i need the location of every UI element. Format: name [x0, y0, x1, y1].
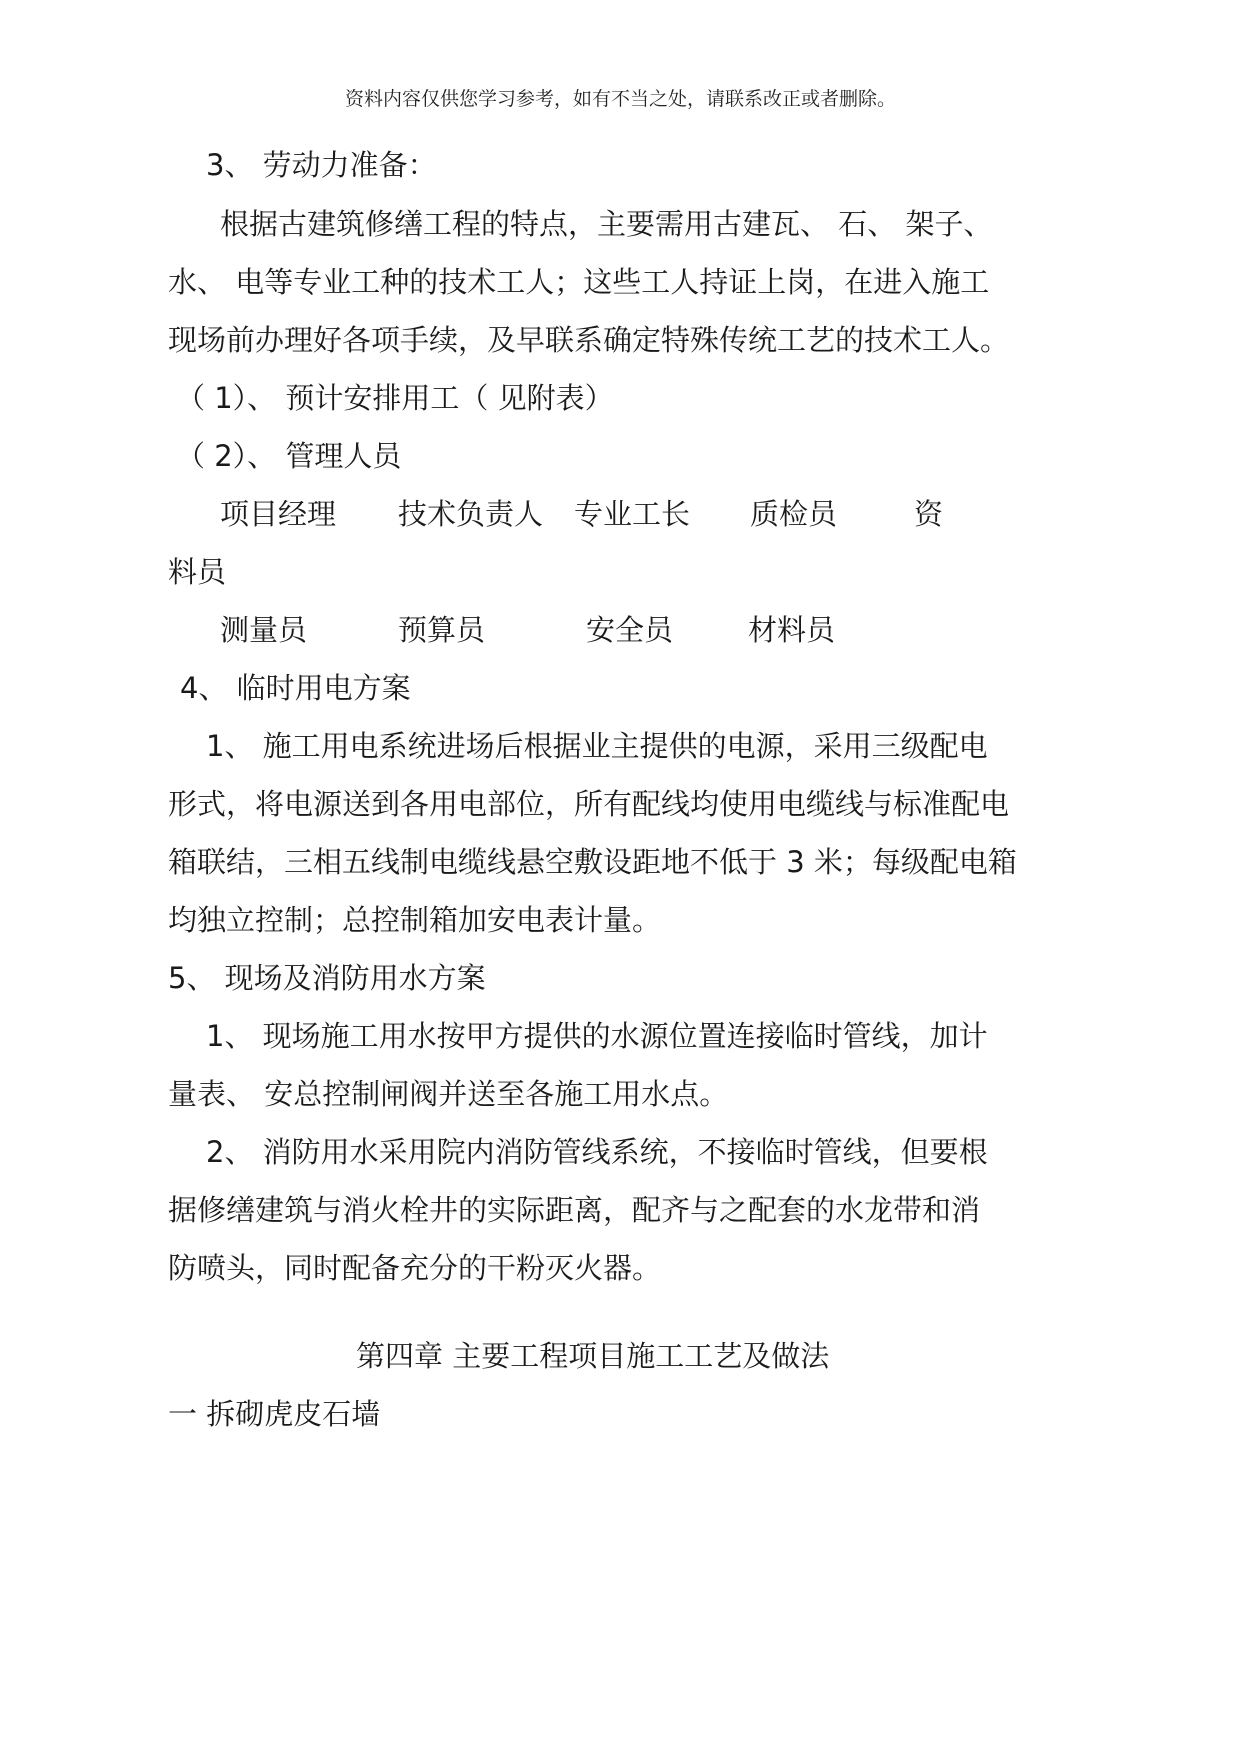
staff-title: 安全员	[586, 613, 674, 647]
paragraph-line: 现场前办理好各项手续，及早联系确定特殊传统工艺的技术工人。	[168, 323, 1010, 357]
section-3-heading: 3、 劳动力准备：	[206, 148, 437, 182]
paragraph-line: 水、 电等专业工种的技术工人；这些工人持证上岗，在进入施工	[168, 265, 990, 299]
paragraph-line: 量表、 安总控制闸阀并送至各施工用水点。	[168, 1077, 729, 1111]
staff-title: 技术负责人	[398, 497, 544, 531]
staff-title: 质检员	[750, 497, 838, 531]
paragraph-line: 箱联结，三相五线制电缆线悬空敷设距地不低于 3 米；每级配电箱	[168, 845, 1017, 879]
staff-title: 资	[914, 497, 944, 531]
staff-title: 项目经理	[220, 497, 337, 531]
paragraph-line: 防喷头，同时配备充分的干粉灭火器。	[168, 1251, 662, 1285]
section-5-heading: 5、 现场及消防用水方案	[168, 961, 486, 995]
subsection-heading: 一 拆砌虎皮石墙	[168, 1397, 381, 1431]
staff-title: 预算员	[398, 613, 486, 647]
page-header-disclaimer: 资料内容仅供您学习参考，如有不当之处，请联系改正或者删除。	[344, 88, 896, 110]
section-4-heading: 4、 临时用电方案	[180, 671, 411, 705]
staff-title: 专业工长	[574, 497, 691, 531]
paragraph-line: 1、 现场施工用水按甲方提供的水源位置连接临时管线，加计	[206, 1019, 988, 1053]
list-item-1: （ 1）、 预计安排用工（ 见附表）	[176, 381, 614, 415]
paragraph-line: 料员	[168, 555, 227, 589]
paragraph-line: 形式，将电源送到各用电部位，所有配线均使用电缆线与标准配电	[168, 787, 1010, 821]
staff-title: 材料员	[748, 613, 836, 647]
staff-title: 测量员	[220, 613, 308, 647]
paragraph-line: 1、 施工用电系统进场后根据业主提供的电源，采用三级配电	[206, 729, 988, 763]
paragraph-line: 2、 消防用水采用院内消防管线系统，不接临时管线，但要根	[206, 1135, 988, 1169]
chapter-title: 第四章 主要工程项目施工工艺及做法	[356, 1339, 830, 1373]
list-item-2: （ 2）、 管理人员	[176, 439, 402, 473]
paragraph-line: 据修缮建筑与消火栓井的实际距离，配齐与之配套的水龙带和消	[168, 1193, 981, 1227]
paragraph-line: 根据古建筑修缮工程的特点，主要需用古建瓦、 石、 架子、	[220, 207, 993, 241]
paragraph-line: 均独立控制；总控制箱加安电表计量。	[168, 903, 662, 937]
